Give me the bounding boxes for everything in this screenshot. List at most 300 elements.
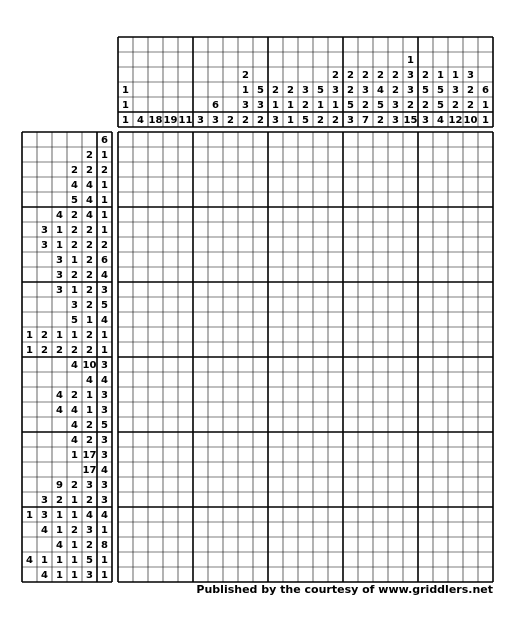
grid-cell[interactable] [163,522,178,537]
grid-cell[interactable] [148,567,163,582]
grid-cell[interactable] [358,432,373,447]
grid-cell[interactable] [358,567,373,582]
grid-cell[interactable] [253,507,268,522]
grid-cell[interactable] [418,282,433,297]
grid-cell[interactable] [283,162,298,177]
grid-cell[interactable] [283,432,298,447]
grid-cell[interactable] [208,447,223,462]
grid-cell[interactable] [373,282,388,297]
grid-cell[interactable] [268,177,283,192]
grid-cell[interactable] [463,567,478,582]
grid-cell[interactable] [133,537,148,552]
grid-cell[interactable] [193,312,208,327]
grid-cell[interactable] [238,447,253,462]
grid-cell[interactable] [253,342,268,357]
grid-cell[interactable] [208,132,223,147]
grid-cell[interactable] [238,177,253,192]
grid-cell[interactable] [118,417,133,432]
grid-cell[interactable] [433,297,448,312]
grid-cell[interactable] [388,177,403,192]
grid-cell[interactable] [178,432,193,447]
grid-cell[interactable] [193,477,208,492]
grid-cell[interactable] [253,432,268,447]
grid-cell[interactable] [403,297,418,312]
grid-cell[interactable] [358,252,373,267]
grid-cell[interactable] [343,567,358,582]
grid-cell[interactable] [193,447,208,462]
grid-cell[interactable] [253,282,268,297]
grid-cell[interactable] [298,402,313,417]
grid-cell[interactable] [313,492,328,507]
grid-cell[interactable] [283,417,298,432]
grid-cell[interactable] [208,177,223,192]
grid-cell[interactable] [448,267,463,282]
grid-cell[interactable] [163,447,178,462]
grid-cell[interactable] [283,537,298,552]
grid-cell[interactable] [178,252,193,267]
grid-cell[interactable] [478,522,493,537]
grid-cell[interactable] [358,447,373,462]
grid-cell[interactable] [193,507,208,522]
grid-cell[interactable] [223,267,238,282]
grid-cell[interactable] [163,237,178,252]
grid-cell[interactable] [373,207,388,222]
grid-cell[interactable] [403,342,418,357]
grid-cell[interactable] [403,552,418,567]
grid-cell[interactable] [313,162,328,177]
grid-cell[interactable] [193,207,208,222]
grid-cell[interactable] [253,357,268,372]
grid-cell[interactable] [118,177,133,192]
grid-cell[interactable] [373,357,388,372]
grid-cell[interactable] [163,282,178,297]
grid-cell[interactable] [268,537,283,552]
grid-cell[interactable] [133,342,148,357]
grid-cell[interactable] [268,237,283,252]
grid-cell[interactable] [478,462,493,477]
grid-cell[interactable] [148,327,163,342]
grid-cell[interactable] [133,552,148,567]
grid-cell[interactable] [133,237,148,252]
grid-cell[interactable] [463,147,478,162]
grid-cell[interactable] [283,282,298,297]
grid-cell[interactable] [448,402,463,417]
grid-cell[interactable] [463,537,478,552]
grid-cell[interactable] [313,207,328,222]
grid-cell[interactable] [178,207,193,222]
grid-cell[interactable] [388,312,403,327]
grid-cell[interactable] [148,192,163,207]
grid-cell[interactable] [253,492,268,507]
grid-cell[interactable] [478,132,493,147]
grid-cell[interactable] [403,207,418,222]
grid-cell[interactable] [343,267,358,282]
grid-cell[interactable] [388,132,403,147]
grid-cell[interactable] [433,492,448,507]
grid-cell[interactable] [388,567,403,582]
grid-cell[interactable] [298,207,313,222]
grid-cell[interactable] [193,357,208,372]
grid-cell[interactable] [163,297,178,312]
grid-cell[interactable] [223,552,238,567]
grid-cell[interactable] [253,327,268,342]
grid-cell[interactable] [298,552,313,567]
grid-cell[interactable] [118,312,133,327]
grid-cell[interactable] [193,372,208,387]
grid-cell[interactable] [448,522,463,537]
grid-cell[interactable] [208,522,223,537]
grid-cell[interactable] [118,282,133,297]
grid-cell[interactable] [478,417,493,432]
grid-cell[interactable] [328,567,343,582]
grid-cell[interactable] [208,462,223,477]
grid-cell[interactable] [418,207,433,222]
grid-cell[interactable] [268,462,283,477]
grid-cell[interactable] [388,522,403,537]
grid-cell[interactable] [238,462,253,477]
grid-cell[interactable] [358,162,373,177]
grid-cell[interactable] [373,132,388,147]
grid-cell[interactable] [193,567,208,582]
grid-cell[interactable] [268,132,283,147]
grid-cell[interactable] [448,567,463,582]
grid-cell[interactable] [328,357,343,372]
grid-cell[interactable] [178,402,193,417]
grid-cell[interactable] [253,147,268,162]
grid-cell[interactable] [298,477,313,492]
grid-cell[interactable] [388,297,403,312]
grid-cell[interactable] [148,357,163,372]
grid-cell[interactable] [388,282,403,297]
grid-cell[interactable] [433,252,448,267]
grid-cell[interactable] [343,447,358,462]
grid-cell[interactable] [358,327,373,342]
grid-cell[interactable] [328,312,343,327]
grid-cell[interactable] [403,282,418,297]
grid-cell[interactable] [253,447,268,462]
grid-cell[interactable] [463,447,478,462]
grid-cell[interactable] [208,567,223,582]
grid-cell[interactable] [268,267,283,282]
grid-cell[interactable] [133,492,148,507]
grid-cell[interactable] [328,192,343,207]
grid-cell[interactable] [283,222,298,237]
grid-cell[interactable] [133,222,148,237]
grid-cell[interactable] [463,357,478,372]
grid-cell[interactable] [328,537,343,552]
grid-cell[interactable] [388,192,403,207]
grid-cell[interactable] [418,492,433,507]
grid-cell[interactable] [238,267,253,282]
grid-cell[interactable] [208,357,223,372]
grid-cell[interactable] [193,417,208,432]
grid-cell[interactable] [238,312,253,327]
grid-cell[interactable] [148,162,163,177]
grid-cell[interactable] [268,312,283,327]
grid-cell[interactable] [253,387,268,402]
grid-cell[interactable] [223,162,238,177]
grid-cell[interactable] [118,522,133,537]
grid-cell[interactable] [478,372,493,387]
grid-cell[interactable] [148,207,163,222]
grid-cell[interactable] [238,297,253,312]
grid-cell[interactable] [463,522,478,537]
grid-cell[interactable] [223,507,238,522]
grid-cell[interactable] [373,522,388,537]
grid-cell[interactable] [343,237,358,252]
grid-cell[interactable] [223,567,238,582]
grid-cell[interactable] [193,432,208,447]
grid-cell[interactable] [403,222,418,237]
grid-cell[interactable] [403,147,418,162]
grid-cell[interactable] [373,237,388,252]
grid-cell[interactable] [283,132,298,147]
grid-cell[interactable] [223,447,238,462]
grid-cell[interactable] [223,492,238,507]
grid-cell[interactable] [343,477,358,492]
grid-cell[interactable] [268,372,283,387]
grid-cell[interactable] [433,507,448,522]
grid-cell[interactable] [253,252,268,267]
grid-cell[interactable] [118,192,133,207]
grid-cell[interactable] [178,357,193,372]
grid-cell[interactable] [313,297,328,312]
grid-cell[interactable] [178,132,193,147]
grid-cell[interactable] [283,462,298,477]
grid-cell[interactable] [403,372,418,387]
grid-cell[interactable] [418,237,433,252]
grid-cell[interactable] [328,207,343,222]
grid-cell[interactable] [208,327,223,342]
grid-cell[interactable] [193,387,208,402]
grid-cell[interactable] [388,222,403,237]
grid-cell[interactable] [478,477,493,492]
grid-cell[interactable] [388,327,403,342]
grid-cell[interactable] [463,162,478,177]
grid-cell[interactable] [403,507,418,522]
grid-cell[interactable] [448,327,463,342]
grid-cell[interactable] [178,387,193,402]
grid-cell[interactable] [193,522,208,537]
grid-cell[interactable] [478,192,493,207]
grid-cell[interactable] [343,357,358,372]
grid-cell[interactable] [253,177,268,192]
grid-cell[interactable] [343,147,358,162]
grid-cell[interactable] [463,492,478,507]
grid-cell[interactable] [433,207,448,222]
grid-cell[interactable] [118,222,133,237]
grid-cell[interactable] [283,327,298,342]
grid-cell[interactable] [148,492,163,507]
grid-cell[interactable] [133,402,148,417]
grid-cell[interactable] [313,507,328,522]
grid-cell[interactable] [133,192,148,207]
grid-cell[interactable] [298,267,313,282]
grid-cell[interactable] [148,387,163,402]
grid-cell[interactable] [253,192,268,207]
grid-cell[interactable] [238,387,253,402]
grid-cell[interactable] [358,462,373,477]
grid-cell[interactable] [133,267,148,282]
grid-cell[interactable] [118,387,133,402]
grid-cell[interactable] [298,447,313,462]
grid-cell[interactable] [478,537,493,552]
grid-cell[interactable] [268,492,283,507]
grid-cell[interactable] [433,132,448,147]
grid-cell[interactable] [463,267,478,282]
grid-cell[interactable] [463,372,478,387]
grid-cell[interactable] [163,387,178,402]
grid-cell[interactable] [148,522,163,537]
grid-cell[interactable] [193,147,208,162]
grid-cell[interactable] [463,507,478,522]
grid-cell[interactable] [118,132,133,147]
grid-cell[interactable] [283,252,298,267]
grid-cell[interactable] [313,177,328,192]
grid-cell[interactable] [178,447,193,462]
grid-cell[interactable] [388,357,403,372]
grid-cell[interactable] [418,417,433,432]
grid-cell[interactable] [358,372,373,387]
grid-cell[interactable] [478,252,493,267]
grid-cell[interactable] [388,252,403,267]
grid-cell[interactable] [343,327,358,342]
grid-cell[interactable] [178,462,193,477]
grid-cell[interactable] [463,417,478,432]
grid-cell[interactable] [268,162,283,177]
grid-cell[interactable] [418,387,433,402]
grid-cell[interactable] [283,192,298,207]
grid-cell[interactable] [448,312,463,327]
grid-cell[interactable] [298,192,313,207]
grid-cell[interactable] [418,342,433,357]
grid-cell[interactable] [313,267,328,282]
grid-cell[interactable] [448,552,463,567]
grid-cell[interactable] [268,342,283,357]
grid-cell[interactable] [283,237,298,252]
grid-cell[interactable] [253,462,268,477]
grid-cell[interactable] [238,522,253,537]
grid-cell[interactable] [403,312,418,327]
grid-cell[interactable] [463,342,478,357]
grid-cell[interactable] [223,462,238,477]
grid-cell[interactable] [193,252,208,267]
grid-cell[interactable] [298,507,313,522]
grid-cell[interactable] [313,222,328,237]
grid-cell[interactable] [268,327,283,342]
grid-cell[interactable] [163,417,178,432]
grid-cell[interactable] [193,237,208,252]
grid-cell[interactable] [433,282,448,297]
grid-cell[interactable] [343,492,358,507]
grid-cell[interactable] [148,177,163,192]
grid-cell[interactable] [208,207,223,222]
grid-cell[interactable] [118,567,133,582]
grid-cell[interactable] [373,222,388,237]
grid-cell[interactable] [133,507,148,522]
grid-cell[interactable] [313,387,328,402]
grid-cell[interactable] [208,252,223,267]
grid-cell[interactable] [298,372,313,387]
grid-cell[interactable] [148,432,163,447]
grid-cell[interactable] [268,192,283,207]
grid-cell[interactable] [373,372,388,387]
grid-cell[interactable] [373,432,388,447]
grid-cell[interactable] [163,462,178,477]
grid-cell[interactable] [328,252,343,267]
grid-cell[interactable] [463,387,478,402]
grid-cell[interactable] [433,477,448,492]
grid-cell[interactable] [238,222,253,237]
grid-cell[interactable] [238,252,253,267]
grid-cell[interactable] [463,327,478,342]
grid-cell[interactable] [118,207,133,222]
grid-cell[interactable] [328,387,343,402]
grid-cell[interactable] [358,147,373,162]
grid-cell[interactable] [148,312,163,327]
grid-cell[interactable] [193,402,208,417]
grid-cell[interactable] [358,132,373,147]
grid-cell[interactable] [328,282,343,297]
grid-cell[interactable] [358,552,373,567]
grid-cell[interactable] [298,417,313,432]
grid-cell[interactable] [223,237,238,252]
grid-cell[interactable] [208,342,223,357]
grid-cell[interactable] [268,507,283,522]
grid-cell[interactable] [133,177,148,192]
grid-cell[interactable] [193,552,208,567]
grid-cell[interactable] [313,537,328,552]
grid-cell[interactable] [223,282,238,297]
grid-cell[interactable] [373,177,388,192]
grid-cell[interactable] [253,207,268,222]
grid-cell[interactable] [148,267,163,282]
grid-cell[interactable] [388,402,403,417]
grid-cell[interactable] [163,342,178,357]
grid-cell[interactable] [343,507,358,522]
grid-cell[interactable] [328,177,343,192]
grid-cell[interactable] [328,447,343,462]
grid-cell[interactable] [328,267,343,282]
grid-cell[interactable] [268,522,283,537]
grid-cell[interactable] [313,192,328,207]
grid-cell[interactable] [313,237,328,252]
grid-cell[interactable] [403,417,418,432]
grid-cell[interactable] [178,372,193,387]
grid-cell[interactable] [223,387,238,402]
grid-cell[interactable] [478,207,493,222]
grid-cell[interactable] [193,342,208,357]
grid-cell[interactable] [133,477,148,492]
grid-cell[interactable] [478,147,493,162]
grid-cell[interactable] [328,432,343,447]
grid-cell[interactable] [433,327,448,342]
grid-cell[interactable] [343,132,358,147]
grid-cell[interactable] [328,492,343,507]
grid-cell[interactable] [223,372,238,387]
grid-cell[interactable] [358,417,373,432]
grid-cell[interactable] [298,132,313,147]
grid-cell[interactable] [133,147,148,162]
grid-cell[interactable] [238,342,253,357]
grid-cell[interactable] [388,537,403,552]
grid-cell[interactable] [478,162,493,177]
grid-cell[interactable] [328,222,343,237]
grid-cell[interactable] [313,327,328,342]
grid-cell[interactable] [313,567,328,582]
grid-cell[interactable] [313,147,328,162]
grid-cell[interactable] [148,552,163,567]
